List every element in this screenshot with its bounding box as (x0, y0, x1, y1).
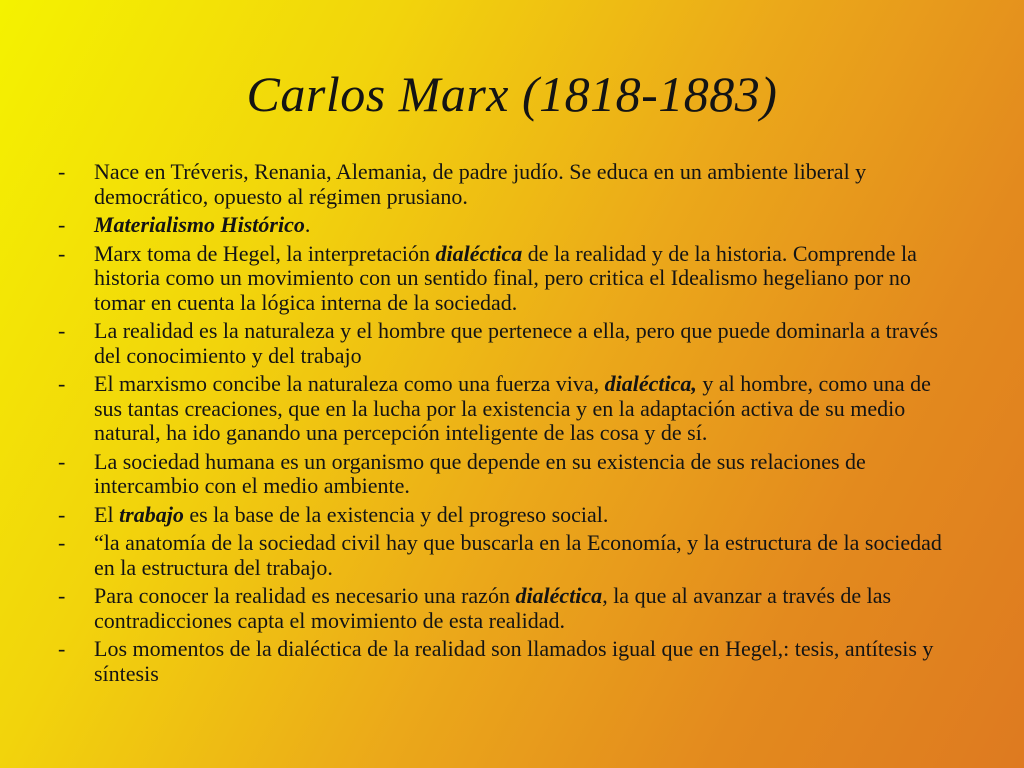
bullet-marker: - (58, 159, 66, 184)
emphasized-term: dialéctica, (604, 371, 697, 396)
bullet-text: es la base de la existencia y del progreso social. (183, 501, 609, 527)
bullet-item (58, 372, 963, 446)
bullet-marker: - (58, 501, 66, 527)
bullet-marker: - (58, 371, 66, 396)
bullet-text: La realidad es la naturaleza y el hombre que pertenece a ella, pero que puede dominarla a través del conocimiento y del trabajo (94, 318, 939, 368)
slide-title: Carlos Marx (1818-1883) (246, 66, 778, 122)
emphasized-term: dialéctica (515, 583, 603, 608)
bullet-text: Para conocer la realidad es necesario una razón (94, 583, 516, 608)
bullet-item (58, 503, 963, 528)
bullet-marker: - (58, 530, 66, 555)
bullet-marker: - (58, 212, 66, 237)
bullet-item (58, 160, 963, 209)
bullet-item (58, 637, 963, 686)
bullet-text: Los momentos de la dialéctica de la realidad son llamados igual que en Hegel,: tesis, antítesis y síntesis (94, 636, 934, 686)
bullet-text: , la que al avanzar a través de las contradicciones capta el movimiento de esta realidad. (94, 583, 892, 633)
bullet-list (58, 160, 963, 690)
bullet-text: y al hombre, como una de sus tantas creaciones, que en la lucha por la existencia y en la adaptación activa de su medio natural, ha ido ganando una percepción inteligente de las cosa y de sí. (94, 371, 931, 445)
bullet-item (58, 531, 963, 580)
bullet-marker: - (58, 318, 66, 343)
bullet-text: Marx toma de Hegel, la interpretación (94, 240, 436, 266)
bullet-item (58, 242, 963, 316)
bullet-text: El marxismo concibe la naturaleza como una fuerza viva, (94, 371, 605, 396)
bullet-text: de la realidad y de la historia. Comprende la historia como un movimiento con un sentido final, pero critica el Idealismo hegeliano por no tomar en cuenta la lógica interna de la sociedad. (94, 240, 917, 315)
bullet-text: La sociedad humana es un organismo que depende en su existencia de sus relaciones de intercambio con el medio ambiente. (94, 448, 866, 498)
bullet-item (58, 319, 963, 368)
bullet-marker: - (58, 583, 66, 608)
bullet-item (58, 213, 963, 238)
emphasized-term: trabajo (119, 501, 184, 527)
bullet-text: “la anatomía de la sociedad civil hay que buscarla en la Economía, y la estructura de la sociedad en la estructura del trabajo. (94, 530, 942, 580)
emphasized-term: dialéctica (435, 240, 523, 266)
bullet-text: Nace en Tréveris, Renania, Alemania, de padre judío. Se educa en un ambiente liberal y democrático, opuesto al régimen prusiano. (94, 159, 867, 209)
bullet-marker: - (58, 636, 66, 661)
bullet-marker: - (58, 448, 66, 474)
bullet-item (58, 584, 963, 633)
bullet-marker: - (58, 240, 66, 266)
bullet-text: . (304, 212, 311, 237)
emphasized-term: Materialismo Histórico (94, 212, 305, 237)
bullet-text: El (94, 501, 120, 527)
bullet-item (58, 450, 963, 499)
